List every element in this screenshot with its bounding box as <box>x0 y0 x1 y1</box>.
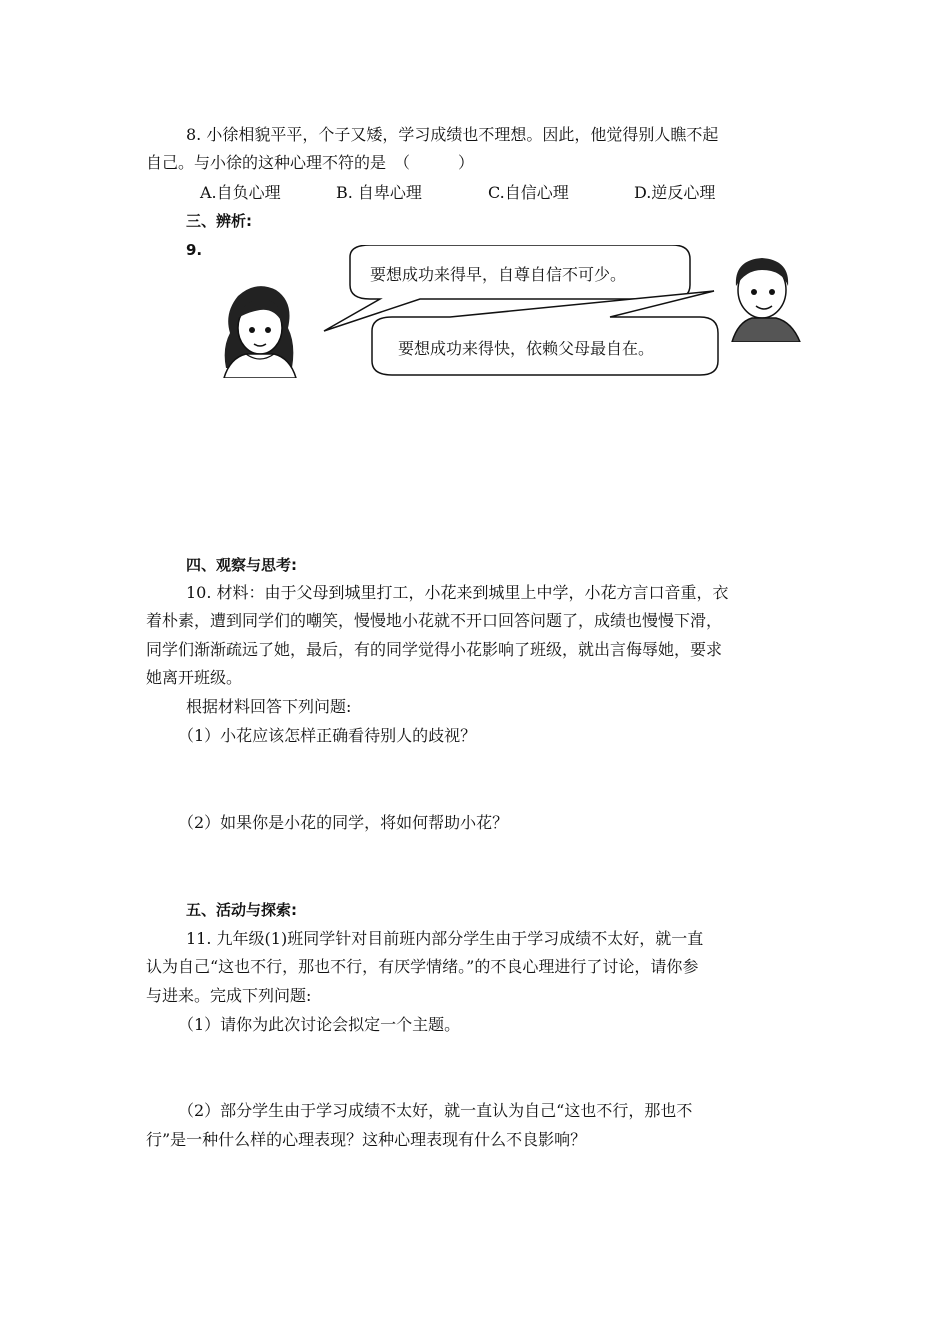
speech-bubble-top-text: 要想成功来得早，自尊自信不可少。 <box>370 265 627 284</box>
q8-line-2: 自己。与小徐的这种心理不符的是 （ ） <box>146 153 475 172</box>
q10-sub-1: （1）小花应该怎样正确看待别人的歧视？ <box>178 726 477 745</box>
boy-avatar-icon <box>722 252 808 342</box>
q11-line-1: 11. 九年级(1)班同学针对目前班内部分学生由于学习成绩不太好，就一直 <box>186 929 704 948</box>
section-3-title: 三、辨析: <box>186 212 252 230</box>
q11-line-3: 与进来。完成下列问题: <box>146 986 312 1005</box>
q8-option-a: A.自负心理 <box>200 183 281 202</box>
section-4-title: 四、观察与思考: <box>186 556 297 574</box>
q8-option-b: B. 自卑心理 <box>336 183 422 202</box>
q11-line-2: 认为自己“这也不行，那也不行，有厌学情绪。”的不良心理进行了讨论，请你参 <box>146 957 699 976</box>
q11-sub-1: （1）请你为此次讨论会拟定一个主题。 <box>178 1015 461 1034</box>
q10-line-2: 着朴素，遭到同学们的嘲笑，慢慢地小花就不开口回答问题了，成绩也慢慢下滑， <box>146 611 723 630</box>
q8-options <box>186 180 786 204</box>
q10-sub-2: （2）如果你是小花的同学，将如何帮助小花？ <box>178 813 509 832</box>
q8-option-d: D.逆反心理 <box>634 183 716 202</box>
q8-line-1: 8. 小徐相貌平平，个子又矮，学习成绩也不理想。因此，他觉得别人瞧不起 <box>186 125 719 144</box>
speech-bubble-bottom-text: 要想成功来得快，依赖父母最自在。 <box>398 339 655 358</box>
speech-bubble-bottom <box>372 291 718 375</box>
section-5-title: 五、活动与探索: <box>186 901 297 919</box>
girl-avatar-icon <box>216 278 304 378</box>
q11-sub-2-line-2: 行”是一种什么样的心理表现？这种心理表现有什么不良影响？ <box>146 1130 587 1149</box>
q11-sub-2-line-1: （2）部分学生由于学习成绩不太好，就一直认为自己“这也不行，那也不 <box>178 1101 693 1120</box>
q10-line-4: 她离开班级。 <box>146 668 243 687</box>
q10-prompt: 根据材料回答下列问题: <box>186 697 352 716</box>
q10-line-1: 10. 材料：由于父母到城里打工，小花来到城里上中学，小花方言口音重，衣 <box>186 583 729 602</box>
q9-number: 9. <box>186 241 203 259</box>
q10-line-3: 同学们渐渐疏远了她，最后，有的同学觉得小花影响了班级，就出言侮辱她，要求 <box>146 640 723 659</box>
q8-option-c: C.自信心理 <box>488 183 569 202</box>
